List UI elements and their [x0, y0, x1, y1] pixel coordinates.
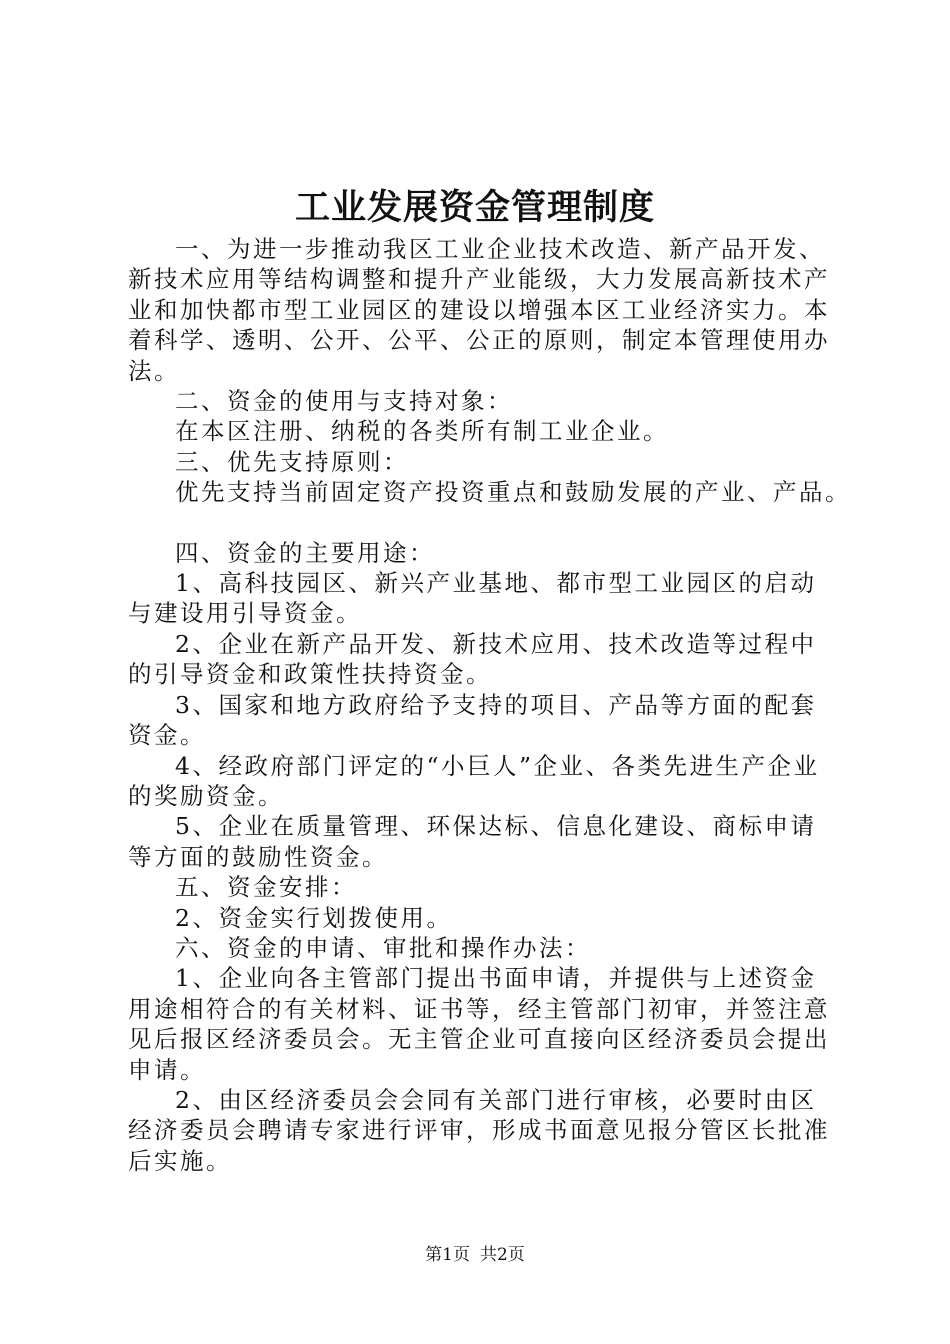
- paragraph-7: 1、高科技园区、新兴产业基地、都市型工业园区的启动与建设用引导资金。: [128, 569, 817, 628]
- page-footer: [0, 1243, 950, 1267]
- paragraph-10: 4、经政府部门评定的“小巨人”企业、各类先进生产企业的奖励资金。: [128, 751, 820, 810]
- paragraph-6: 四、资金的主要用途：: [175, 538, 435, 567]
- paragraph-11: 5、企业在质量管理、环保达标、信息化建设、商标申请等方面的鼓励性资金。: [128, 812, 817, 871]
- document-body: [128, 234, 851, 1176]
- paragraph-13: 2、资金实行划拨使用。: [175, 903, 453, 932]
- document-title: 工业发展资金管理制度: [294, 188, 655, 228]
- page-total: 共2页: [480, 1245, 525, 1265]
- paragraph-16: 2、由区经济委员会会同有关部门进行审核，必要时由区经济委员会聘请专家进行评审，形成书面意见报分管区长批准后实施。: [128, 1085, 830, 1175]
- paragraph-2: 二、资金的使用与支持对象：: [175, 387, 513, 416]
- paragraph-8: 2、企业在新产品开发、新技术应用、技术改造等过程中的引导资金和政策性扶持资金。: [128, 629, 817, 689]
- paragraph-1: 一、为进一步推动我区工业企业技术改造、新产品开发、新技术应用等结构调整和提升产业能级，大力发展高新技术产业和加快都市型工业园区的建设以增强本区工业经济实力。本着科学、透明、公开、公平、公正的原则，制定本管理使用办法。: [128, 235, 830, 385]
- page-number: 第1页: [425, 1245, 470, 1265]
- paragraph-3: 在本区注册、纳税的各类所有制工业企业。: [175, 417, 669, 446]
- paragraph-14: 六、资金的申请、审批和操作办法：: [175, 933, 591, 962]
- paragraph-12: 五、资金安排：: [175, 873, 357, 902]
- paragraph-5: 优先支持当前固定资产投资重点和鼓励发展的产业、产品。: [175, 478, 851, 507]
- paragraph-4: 三、优先支持原则：: [175, 447, 409, 476]
- paragraph-15: 1、企业向各主管部门提出书面申请，并提供与上述资金用途相符合的有关材料、证书等，经主管部门初审，并签注意见后报区经济委员会。无主管企业可直接向区经济委员会提出申请。: [128, 964, 830, 1084]
- paragraph-9: 3、国家和地方政府给予支持的项目、产品等方面的配套资金。: [128, 690, 817, 750]
